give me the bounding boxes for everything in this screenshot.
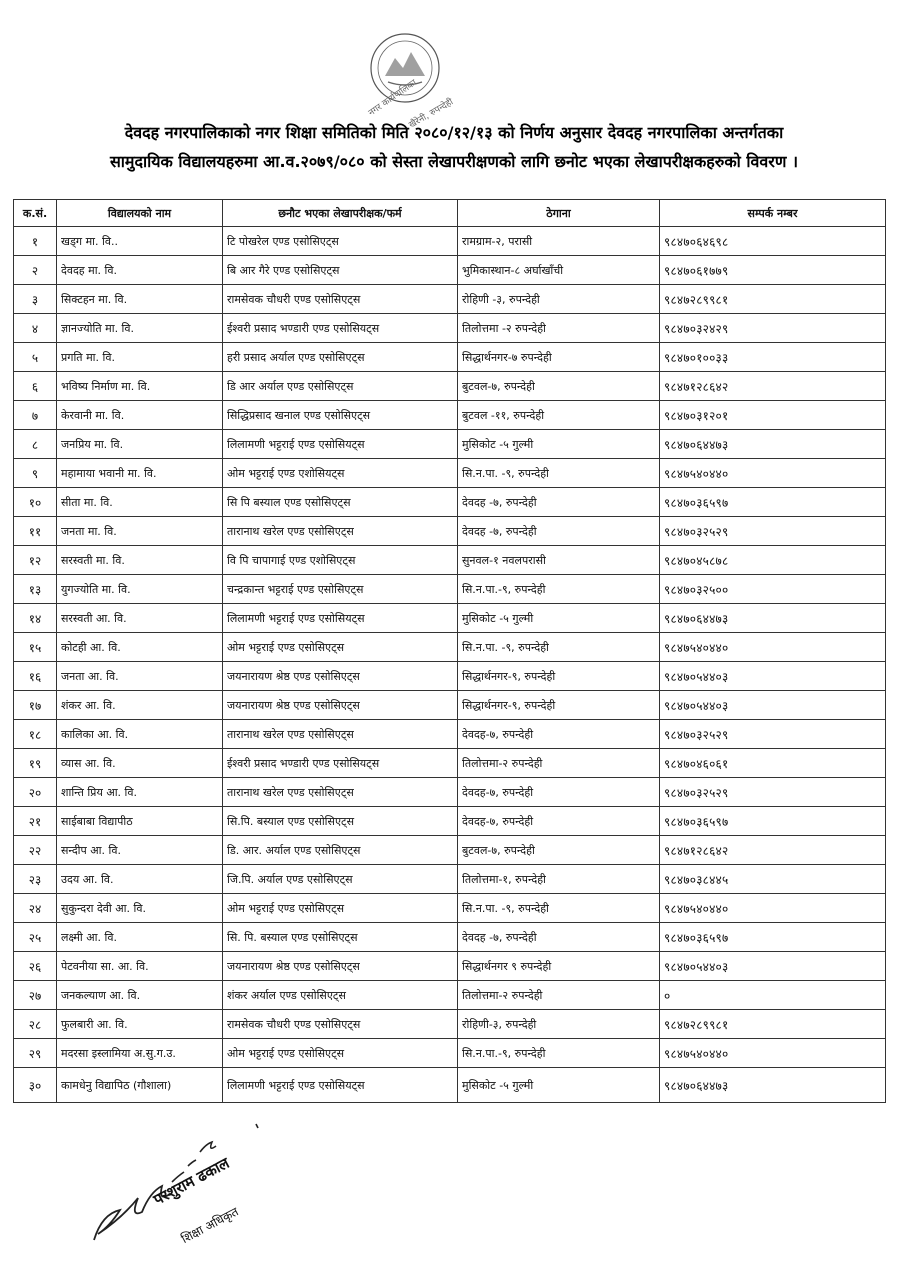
svg-text:नगर कार्यपालिका: नगर कार्यपालिका bbox=[366, 78, 419, 119]
cell-school: कामधेनु विद्यापिठ (गौशाला) bbox=[57, 1068, 223, 1103]
table-row bbox=[14, 488, 886, 517]
cell-sn: १८ bbox=[14, 720, 57, 749]
cell-phone: ९८४७०३२५२९ bbox=[660, 778, 886, 807]
cell-auditor: वि पि चापागाई एण्ड एशोसिएट्स bbox=[223, 546, 458, 575]
cell-school: कोटही आ. वि. bbox=[57, 633, 223, 662]
header-sn: क.सं. bbox=[14, 200, 57, 227]
cell-auditor: सिद्धिप्रसाद खनाल एण्ड एसोसिएट्स bbox=[223, 401, 458, 430]
cell-address: भुमिकास्थान-८ अर्घाखाँची bbox=[458, 256, 660, 285]
table-row bbox=[14, 401, 886, 430]
cell-school: सुकुन्दरा देवी आ. वि. bbox=[57, 894, 223, 923]
header-school: विद्यालयको नाम bbox=[57, 200, 223, 227]
cell-phone: ९८४७०६४४७३ bbox=[660, 604, 886, 633]
cell-address: बुटवल-७, रुपन्देही bbox=[458, 836, 660, 865]
cell-address: देवदह -७, रुपन्देही bbox=[458, 517, 660, 546]
table-row bbox=[14, 923, 886, 952]
cell-address: सिद्धार्थनगर ९ रुपन्देही bbox=[458, 952, 660, 981]
cell-auditor: रामसेवक चौधरी एण्ड एसोसिएट्स bbox=[223, 1010, 458, 1039]
cell-address: रोहिणी-३, रुपन्देही bbox=[458, 1010, 660, 1039]
cell-auditor: तारानाथ खरेल एण्ड एसोसिएट्स bbox=[223, 778, 458, 807]
cell-sn: १४ bbox=[14, 604, 57, 633]
cell-school: महामाया भवानी मा. वि. bbox=[57, 459, 223, 488]
cell-address: सिद्धार्थनगर-९, रुपन्देही bbox=[458, 662, 660, 691]
cell-address: तिलोत्तमा-२ रुपन्देही bbox=[458, 749, 660, 778]
cell-sn: २० bbox=[14, 778, 57, 807]
table-row bbox=[14, 836, 886, 865]
cell-address: देवदह -७, रुपन्देही bbox=[458, 923, 660, 952]
cell-sn: १६ bbox=[14, 662, 57, 691]
cell-auditor: जयनारायण श्रेष्ठ एण्ड एसोसिएट्स bbox=[223, 691, 458, 720]
cell-phone: ९८४७०४५८७८ bbox=[660, 546, 886, 575]
cell-sn: २३ bbox=[14, 865, 57, 894]
cell-address: तिलोत्तमा -२ रुपन्देही bbox=[458, 314, 660, 343]
auditor-table bbox=[13, 199, 886, 1103]
cell-auditor: ओम भट्टराई एण्ड एसोसिएट्स bbox=[223, 894, 458, 923]
table-row bbox=[14, 1039, 886, 1068]
cell-auditor: बि आर गैरे एण्ड एसोसिएट्स bbox=[223, 256, 458, 285]
cell-school: जनता मा. वि. bbox=[57, 517, 223, 546]
document-heading bbox=[14, 118, 894, 176]
cell-address: मुसिकोट -५ गुल्मी bbox=[458, 1068, 660, 1103]
cell-auditor: रामसेवक चौधरी एण्ड एसोसिएट्स bbox=[223, 285, 458, 314]
cell-school: युगज्योति मा. वि. bbox=[57, 575, 223, 604]
cell-phone: ९८४७५४०४४० bbox=[660, 894, 886, 923]
cell-school: सिक्टहन मा. वि. bbox=[57, 285, 223, 314]
cell-phone: ९८४७०३२४२९ bbox=[660, 314, 886, 343]
heading-line-2: सामुदायिक विद्यालयहरुमा आ.व.२०७९/०८० को सेस्ता लेखापरीक्षणको लागि छनोट भएका लेखापरीक्षकहरुको विवरण । bbox=[109, 152, 799, 171]
cell-phone: ९८४७०३१२०१ bbox=[660, 401, 886, 430]
table-body bbox=[14, 227, 886, 1103]
cell-auditor: सि.पि. बस्याल एण्ड एसोसिएट्स bbox=[223, 807, 458, 836]
cell-auditor: ईश्वरी प्रसाद भण्डारी एण्ड एसोसियट्स bbox=[223, 749, 458, 778]
cell-auditor: जयनारायण श्रेष्ठ एण्ड एसोसिएट्स bbox=[223, 952, 458, 981]
cell-sn: २ bbox=[14, 256, 57, 285]
table-row bbox=[14, 894, 886, 923]
cell-auditor: सि. पि. बस्याल एण्ड एसोसिएट्स bbox=[223, 923, 458, 952]
cell-auditor: तारानाथ खरेल एण्ड एसोसिएट्स bbox=[223, 720, 458, 749]
cell-sn: ३ bbox=[14, 285, 57, 314]
cell-phone: ९८४७५४०४४० bbox=[660, 633, 886, 662]
cell-auditor: ओम भट्टराई एण्ड एसोसिएट्स bbox=[223, 633, 458, 662]
svg-text:खैरेनी, रुपन्देही: खैरेनी, रुपन्देही bbox=[407, 97, 456, 131]
table-row bbox=[14, 372, 886, 401]
cell-school: जनता आ. वि. bbox=[57, 662, 223, 691]
table-row bbox=[14, 720, 886, 749]
cell-auditor: डि आर अर्याल एण्ड एसोसिएट्स bbox=[223, 372, 458, 401]
cell-sn: १९ bbox=[14, 749, 57, 778]
cell-school: उदय आ. वि. bbox=[57, 865, 223, 894]
cell-school: शान्ति प्रिय आ. वि. bbox=[57, 778, 223, 807]
cell-school: भविष्य निर्माण मा. वि. bbox=[57, 372, 223, 401]
cell-address: तिलोत्तमा-२ रुपन्देही bbox=[458, 981, 660, 1010]
cell-phone: ९८४७१२८६४२ bbox=[660, 372, 886, 401]
cell-auditor: जि.पि. अर्याल एण्ड एसोसिएट्स bbox=[223, 865, 458, 894]
cell-phone: ९८४७०३८४४५ bbox=[660, 865, 886, 894]
table-row bbox=[14, 1010, 886, 1039]
cell-address: सिद्धार्थनगर-७ रुपन्देही bbox=[458, 343, 660, 372]
cell-sn: २४ bbox=[14, 894, 57, 923]
cell-school: खड्ग मा. वि.. bbox=[57, 227, 223, 256]
cell-phone: ९८४७०६४६९८ bbox=[660, 227, 886, 256]
cell-phone: ९८४७०५४४०३ bbox=[660, 662, 886, 691]
cell-sn: ११ bbox=[14, 517, 57, 546]
cell-auditor: टि पोखरेल एण्ड एसोसिएट्स bbox=[223, 227, 458, 256]
table-row bbox=[14, 662, 886, 691]
cell-phone: ९८४७०६४४७३ bbox=[660, 1068, 886, 1103]
cell-school: मदरसा इस्लामिया अ.सु.ग.उ. bbox=[57, 1039, 223, 1068]
cell-sn: १२ bbox=[14, 546, 57, 575]
cell-address: सि.न.पा.-९, रुपन्देही bbox=[458, 575, 660, 604]
cell-address: सि.न.पा.-९, रुपन्देही bbox=[458, 1039, 660, 1068]
cell-sn: १ bbox=[14, 227, 57, 256]
cell-address: देवदह-७, रुपन्देही bbox=[458, 778, 660, 807]
cell-phone: ९८४७०६१७७९ bbox=[660, 256, 886, 285]
cell-address: बुटवल -११, रुपन्देही bbox=[458, 401, 660, 430]
cell-school: प्रगति मा. वि. bbox=[57, 343, 223, 372]
cell-auditor: लिलामणी भट्टराई एण्ड एसोसियट्स bbox=[223, 1068, 458, 1103]
cell-phone: ९८४७०३२५०० bbox=[660, 575, 886, 604]
table-row bbox=[14, 633, 886, 662]
cell-address: देवदह -७, रुपन्देही bbox=[458, 488, 660, 517]
cell-phone: ९८४७०३६५९७ bbox=[660, 488, 886, 517]
cell-sn: २७ bbox=[14, 981, 57, 1010]
cell-sn: ४ bbox=[14, 314, 57, 343]
table-row bbox=[14, 749, 886, 778]
cell-sn: ९ bbox=[14, 459, 57, 488]
cell-phone: ९८४७०३६५९७ bbox=[660, 807, 886, 836]
cell-school: सन्दीप आ. वि. bbox=[57, 836, 223, 865]
table-row bbox=[14, 807, 886, 836]
table-row bbox=[14, 285, 886, 314]
cell-auditor: डि. आर. अर्याल एण्ड एसोसिएट्स bbox=[223, 836, 458, 865]
cell-phone: ९८४७०६४४७३ bbox=[660, 430, 886, 459]
cell-auditor: सि पि बस्याल एण्ड एसोसिएट्स bbox=[223, 488, 458, 517]
cell-phone: ९८४७२८९९८१ bbox=[660, 1010, 886, 1039]
cell-address: सि.न.पा. -९, रुपन्देही bbox=[458, 894, 660, 923]
cell-auditor: जयनारायण श्रेष्ठ एण्ड एसोसिएट्स bbox=[223, 662, 458, 691]
cell-phone: ९८४७५४०४४० bbox=[660, 1039, 886, 1068]
cell-auditor: लिलामणी भट्टराई एण्ड एसोसियट्स bbox=[223, 604, 458, 633]
table-row bbox=[14, 1068, 886, 1103]
cell-sn: २१ bbox=[14, 807, 57, 836]
cell-sn: ३० bbox=[14, 1068, 57, 1103]
cell-address: मुसिकोट -५ गुल्मी bbox=[458, 430, 660, 459]
cell-school: लक्ष्मी आ. वि. bbox=[57, 923, 223, 952]
table-row bbox=[14, 604, 886, 633]
cell-phone: ९८४७०५४४०३ bbox=[660, 952, 886, 981]
cell-sn: १५ bbox=[14, 633, 57, 662]
table-row bbox=[14, 430, 886, 459]
cell-phone: ९८४७१२८६४२ bbox=[660, 836, 886, 865]
cell-phone: ९८४७०५४४०३ bbox=[660, 691, 886, 720]
cell-school: सरस्वती आ. वि. bbox=[57, 604, 223, 633]
cell-school: ज्ञानज्योति मा. वि. bbox=[57, 314, 223, 343]
cell-school: फुलबारी आ. वि. bbox=[57, 1010, 223, 1039]
header-phone: सम्पर्क नम्बर bbox=[660, 200, 886, 227]
cell-auditor: शंकर अर्याल एण्ड एसोसिएट्स bbox=[223, 981, 458, 1010]
cell-sn: २२ bbox=[14, 836, 57, 865]
cell-sn: २९ bbox=[14, 1039, 57, 1068]
table-row bbox=[14, 865, 886, 894]
table-row bbox=[14, 778, 886, 807]
cell-sn: ५ bbox=[14, 343, 57, 372]
cell-address: रामग्राम-२, परासी bbox=[458, 227, 660, 256]
header-address: ठेगाना bbox=[458, 200, 660, 227]
signatory-title: शिक्षा अधिकृत bbox=[178, 1204, 241, 1247]
cell-school: सरस्वती मा. वि. bbox=[57, 546, 223, 575]
cell-auditor: हरी प्रसाद अर्याल एण्ड एसोसिएट्स bbox=[223, 343, 458, 372]
cell-phone: ९८४७२८९९८१ bbox=[660, 285, 886, 314]
table-row bbox=[14, 691, 886, 720]
cell-address: सि.न.पा. -९, रुपन्देही bbox=[458, 459, 660, 488]
cell-auditor: ईश्वरी प्रसाद भण्डारी एण्ड एसोसियट्स bbox=[223, 314, 458, 343]
table-row bbox=[14, 256, 886, 285]
cell-phone: ९८४७०१००३३ bbox=[660, 343, 886, 372]
cell-school: शंकर आ. वि. bbox=[57, 691, 223, 720]
cell-auditor: ओम भट्टराई एण्ड एशोसियट्स bbox=[223, 459, 458, 488]
cell-address: देवदह-७, रुपन्देही bbox=[458, 807, 660, 836]
cell-school: साईबाबा विद्यापीठ bbox=[57, 807, 223, 836]
cell-address: बुटवल-७, रुपन्देही bbox=[458, 372, 660, 401]
cell-sn: २८ bbox=[14, 1010, 57, 1039]
cell-phone: ० bbox=[660, 981, 886, 1010]
cell-sn: १३ bbox=[14, 575, 57, 604]
table-row bbox=[14, 575, 886, 604]
cell-address: सिद्धार्थनगर-९, रुपन्देही bbox=[458, 691, 660, 720]
cell-school: जनप्रिय मा. वि. bbox=[57, 430, 223, 459]
cell-sn: १० bbox=[14, 488, 57, 517]
cell-sn: ७ bbox=[14, 401, 57, 430]
cell-sn: १७ bbox=[14, 691, 57, 720]
cell-address: सि.न.पा. -९, रुपन्देही bbox=[458, 633, 660, 662]
cell-auditor: चन्द्रकान्त भट्टराई एण्ड एसोसिएट्स bbox=[223, 575, 458, 604]
heading-line-1: देवदह नगरपालिकाको नगर शिक्षा समितिको मिति २०८०/१२/१३ को निर्णय अनुसार देवदह नगरपालिका अन्तर्गतका bbox=[124, 123, 784, 142]
table-row bbox=[14, 314, 886, 343]
cell-auditor: ओम भट्टराई एण्ड एसोसिएट्स bbox=[223, 1039, 458, 1068]
cell-phone: ९८४७५४०४४० bbox=[660, 459, 886, 488]
table-row bbox=[14, 981, 886, 1010]
table-row bbox=[14, 952, 886, 981]
cell-school: सीता मा. वि. bbox=[57, 488, 223, 517]
cell-auditor: लिलामणी भट्टराई एण्ड एसोसियट्स bbox=[223, 430, 458, 459]
cell-address: देवदह-७, रुपन्देही bbox=[458, 720, 660, 749]
signatory-name: परशुराम ढकाल bbox=[150, 1153, 233, 1209]
table-header-row bbox=[14, 200, 886, 227]
header-auditor: छनौट भएका लेखापरीक्षक/फर्म bbox=[223, 200, 458, 227]
table-row bbox=[14, 459, 886, 488]
table-row bbox=[14, 546, 886, 575]
cell-school: व्यास आ. वि. bbox=[57, 749, 223, 778]
cell-phone: ९८४७०३६५९७ bbox=[660, 923, 886, 952]
cell-school: कालिका आ. वि. bbox=[57, 720, 223, 749]
table-row bbox=[14, 343, 886, 372]
cell-sn: २५ bbox=[14, 923, 57, 952]
cell-auditor: तारानाथ खरेल एण्ड एसोसिएट्स bbox=[223, 517, 458, 546]
cell-school: देवदह मा. वि. bbox=[57, 256, 223, 285]
cell-phone: ९८४७०४६०६१ bbox=[660, 749, 886, 778]
cell-address: मुसिकोट -५ गुल्मी bbox=[458, 604, 660, 633]
table-row bbox=[14, 227, 886, 256]
cell-address: सुनवल-१ नवलपरासी bbox=[458, 546, 660, 575]
cell-sn: २६ bbox=[14, 952, 57, 981]
cell-address: तिलोत्तमा-१, रुपन्देही bbox=[458, 865, 660, 894]
cell-school: पेटवनीया सा. आ. वि. bbox=[57, 952, 223, 981]
cell-school: केरवानी मा. वि. bbox=[57, 401, 223, 430]
cell-school: जनकल्याण आ. वि. bbox=[57, 981, 223, 1010]
cell-phone: ९८४७०३२५२९ bbox=[660, 720, 886, 749]
table-row bbox=[14, 517, 886, 546]
cell-sn: ८ bbox=[14, 430, 57, 459]
cell-sn: ६ bbox=[14, 372, 57, 401]
cell-phone: ९८४७०३२५२९ bbox=[660, 517, 886, 546]
cell-address: रोहिणी -३, रुपन्देही bbox=[458, 285, 660, 314]
